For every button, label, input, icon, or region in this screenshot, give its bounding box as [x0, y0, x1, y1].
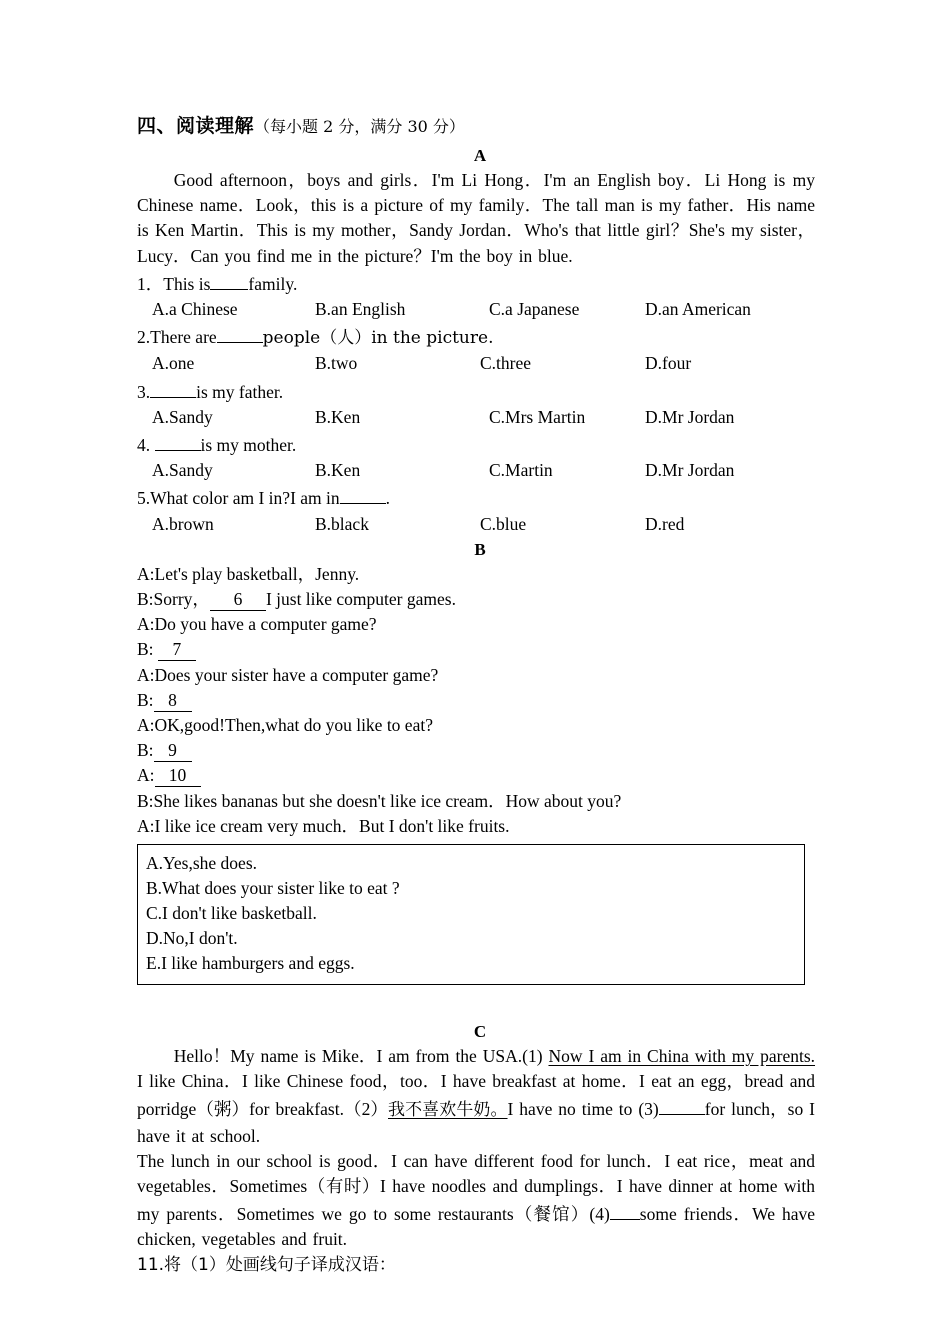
- dialogue-speaker-10: B:: [137, 790, 154, 811]
- question-5-stem: [137, 483, 815, 511]
- dialogue-blank-8[interactable]: 8: [154, 691, 192, 712]
- question-2-options: [137, 351, 815, 376]
- passage-c-chinese-underline: 我不喜欢牛奶。: [388, 1100, 508, 1121]
- dialogue-text-5: Does your sister have a computer game?: [154, 664, 439, 685]
- question-3-pre: 3.: [137, 381, 151, 402]
- dialogue-speaker-1: A:: [137, 563, 155, 584]
- question-4-option-c[interactable]: C.Martin: [489, 460, 553, 481]
- question-3-post: is my father.: [196, 381, 284, 402]
- question-5-pre: 5.What color am I in?I am in: [137, 488, 340, 509]
- question-5-blank[interactable]: [340, 483, 386, 504]
- passage-a-text: Good afternoon，boys and girls．I'm Li Hong．I'm an English boy．Li Hong is my Chinese name．Look，this is a picture of my family．The tall man is my father．His name is Ken Martin．This is my mother，Sandy Jordan．Who's that little girl？She's my sister，Lucy．Can you find me in the picture？I'm the boy in blue.: [137, 170, 815, 266]
- question-5-option-c[interactable]: C.blue: [480, 513, 527, 534]
- dialogue-speaker-6: B:: [137, 689, 154, 710]
- section-heading: [137, 112, 815, 141]
- question-4-option-d[interactable]: D.Mr Jordan: [645, 460, 735, 481]
- question-2-stem: [137, 322, 815, 351]
- question-3-option-c[interactable]: C.Mrs Martin: [489, 406, 586, 427]
- dialogue-text-10: She likes bananas but she doesn't like ice cream．How about you?: [153, 790, 622, 811]
- passage-c-p1-d: for lunch，so I have it at school.: [137, 1099, 815, 1146]
- dialogue-speaker-2: B:: [137, 588, 154, 609]
- question-3-option-b[interactable]: B.Ken: [315, 406, 361, 427]
- question-2-blank[interactable]: [217, 322, 263, 343]
- answer-option-e[interactable]: E.I like hamburgers and eggs.: [146, 953, 355, 973]
- section-title: 阅读理解: [176, 115, 255, 137]
- question-4-blank[interactable]: [155, 430, 201, 451]
- dialogue-line-10: [137, 789, 815, 814]
- dialogue-line-11: [137, 814, 815, 839]
- question-4-pre: 4.: [137, 434, 151, 455]
- question-1-options: [137, 297, 815, 322]
- question-1-option-c[interactable]: C.a Japanese: [489, 299, 580, 320]
- question-4-option-b[interactable]: B.Ken: [315, 460, 361, 481]
- question-1-option-d[interactable]: D.an American: [645, 299, 751, 320]
- dialogue-line-3: [137, 612, 815, 637]
- answer-options-box: [137, 844, 805, 985]
- part-label-c: C: [473, 1022, 487, 1041]
- question-3-option-a[interactable]: A.Sandy: [152, 406, 213, 427]
- section-score-note: （每小题 2 分，满分 30 分）: [254, 117, 465, 136]
- question-1-blank[interactable]: [210, 269, 248, 290]
- answer-option-c[interactable]: C.I don't like basketball.: [146, 903, 317, 923]
- passage-c-paragraph-1: [137, 1044, 815, 1149]
- question-4-option-a[interactable]: A.Sandy: [152, 460, 213, 481]
- question-3-option-d[interactable]: D.Mr Jordan: [645, 406, 735, 427]
- dialogue-blank-10[interactable]: 10: [155, 766, 201, 787]
- dialogue-speaker-7: A:: [137, 714, 155, 735]
- answer-option-a[interactable]: A.Yes,she does.: [146, 853, 258, 873]
- dialogue-blank-7[interactable]: 7: [158, 640, 196, 661]
- question-2-option-b[interactable]: B.two: [315, 353, 358, 374]
- question-4-options: [137, 458, 815, 483]
- section-number: 四、: [137, 115, 177, 137]
- dialogue-line-5: [137, 663, 815, 688]
- passage-c-blank-4[interactable]: [610, 1199, 640, 1220]
- dialogue-speaker-3: A:: [137, 614, 155, 635]
- question-11: 11.将（1）处画线句子译成汉语：: [137, 1254, 396, 1275]
- passage-c-p2-a: The lunch in our school is good．I can have different food for lunch．I eat rice，meat and vegetables．Sometimes（有时）I have noodles and dumplings．I have dinner at home with my parents．Sometimes we go to some restaurants（餐馆）(4): [137, 1150, 815, 1225]
- dialogue-speaker-8: B:: [137, 740, 154, 761]
- dialogue-speaker-4: B:: [137, 639, 154, 660]
- passage-c-p1-a: Hello！My name is Mike．I am from the USA.(1): [173, 1046, 549, 1066]
- dialogue-blank-9[interactable]: 9: [154, 741, 192, 762]
- answer-option-d[interactable]: D.No,I don't.: [146, 928, 238, 948]
- question-4-stem: [137, 430, 815, 458]
- question-2-option-d[interactable]: D.four: [645, 353, 692, 374]
- dialogue-text-2: Sorry，: [153, 588, 210, 609]
- dialogue-speaker-11: A:: [137, 815, 155, 836]
- dialogue-text-3: Do you have a computer game?: [154, 614, 377, 635]
- question-5-option-b[interactable]: B.black: [315, 513, 369, 534]
- passage-c-p2-b: some friends．We have chicken, vegetables and fruit.: [137, 1204, 816, 1250]
- dialogue-speaker-9: A:: [137, 765, 155, 786]
- spacer-before-part-c: [137, 985, 815, 1019]
- question-2-pre: 2.There are: [137, 327, 217, 348]
- question-1-pre: 1．This is: [137, 273, 211, 294]
- question-2-option-c[interactable]: C.three: [480, 353, 532, 374]
- question-1-stem: [137, 269, 815, 297]
- passage-c-p1-b: I like China．I like Chinese food，too．I have breakfast at home．I eat an egg，bread and porridge（粥）for breakfast.（2）: [137, 1071, 815, 1120]
- passage-c-paragraph-2: [137, 1149, 815, 1253]
- answer-option-b[interactable]: B.What does your sister like to eat ?: [146, 878, 400, 898]
- dialogue-text-11: I like ice cream very much．But I don't like fruits.: [154, 815, 510, 836]
- dialogue-line-9: [137, 763, 815, 788]
- question-5-options: [137, 512, 815, 537]
- question-5-option-d[interactable]: D.red: [645, 513, 685, 534]
- question-1-post: family.: [248, 273, 298, 294]
- question-3-stem: [137, 377, 815, 405]
- dialogue-speaker-5: A:: [137, 664, 155, 685]
- question-1-option-b[interactable]: B.an English: [315, 299, 406, 320]
- dialogue-line-1: [137, 562, 815, 587]
- question-2-option-a[interactable]: A.one: [152, 353, 195, 374]
- question-3-options: [137, 405, 815, 430]
- dialogue-text-1: Let's play basketball，Jenny.: [154, 563, 360, 584]
- dialogue-text-after-2: I just like computer games.: [265, 588, 456, 609]
- passage-c-p1-c: I have no time to (3): [507, 1099, 659, 1120]
- question-3-blank[interactable]: [150, 377, 196, 398]
- question-4-post: is my mother.: [200, 434, 297, 455]
- document-body: [137, 112, 815, 1278]
- dialogue-line-4: [137, 637, 815, 662]
- dialogue-line-8: [137, 738, 815, 763]
- passage-c-blank-3[interactable]: [659, 1094, 705, 1115]
- dialogue-text-7: OK,good!Then,what do you like to eat?: [154, 714, 433, 735]
- dialogue-line-2: [137, 587, 815, 612]
- part-label-a: A: [473, 146, 487, 165]
- dialogue-line-6: [137, 688, 815, 713]
- question-2-post: people（人）in the picture.: [262, 328, 494, 349]
- question-5-option-a[interactable]: A.brown: [152, 513, 214, 534]
- question-1-option-a[interactable]: A.a Chinese: [152, 299, 238, 320]
- dialogue-line-7: [137, 713, 815, 738]
- part-label-b: B: [474, 539, 486, 559]
- passage-c-underline-1: Now I am in China with my parents.: [548, 1046, 816, 1066]
- dialogue-blank-6[interactable]: 6: [210, 590, 266, 611]
- question-5-post: .: [385, 488, 391, 509]
